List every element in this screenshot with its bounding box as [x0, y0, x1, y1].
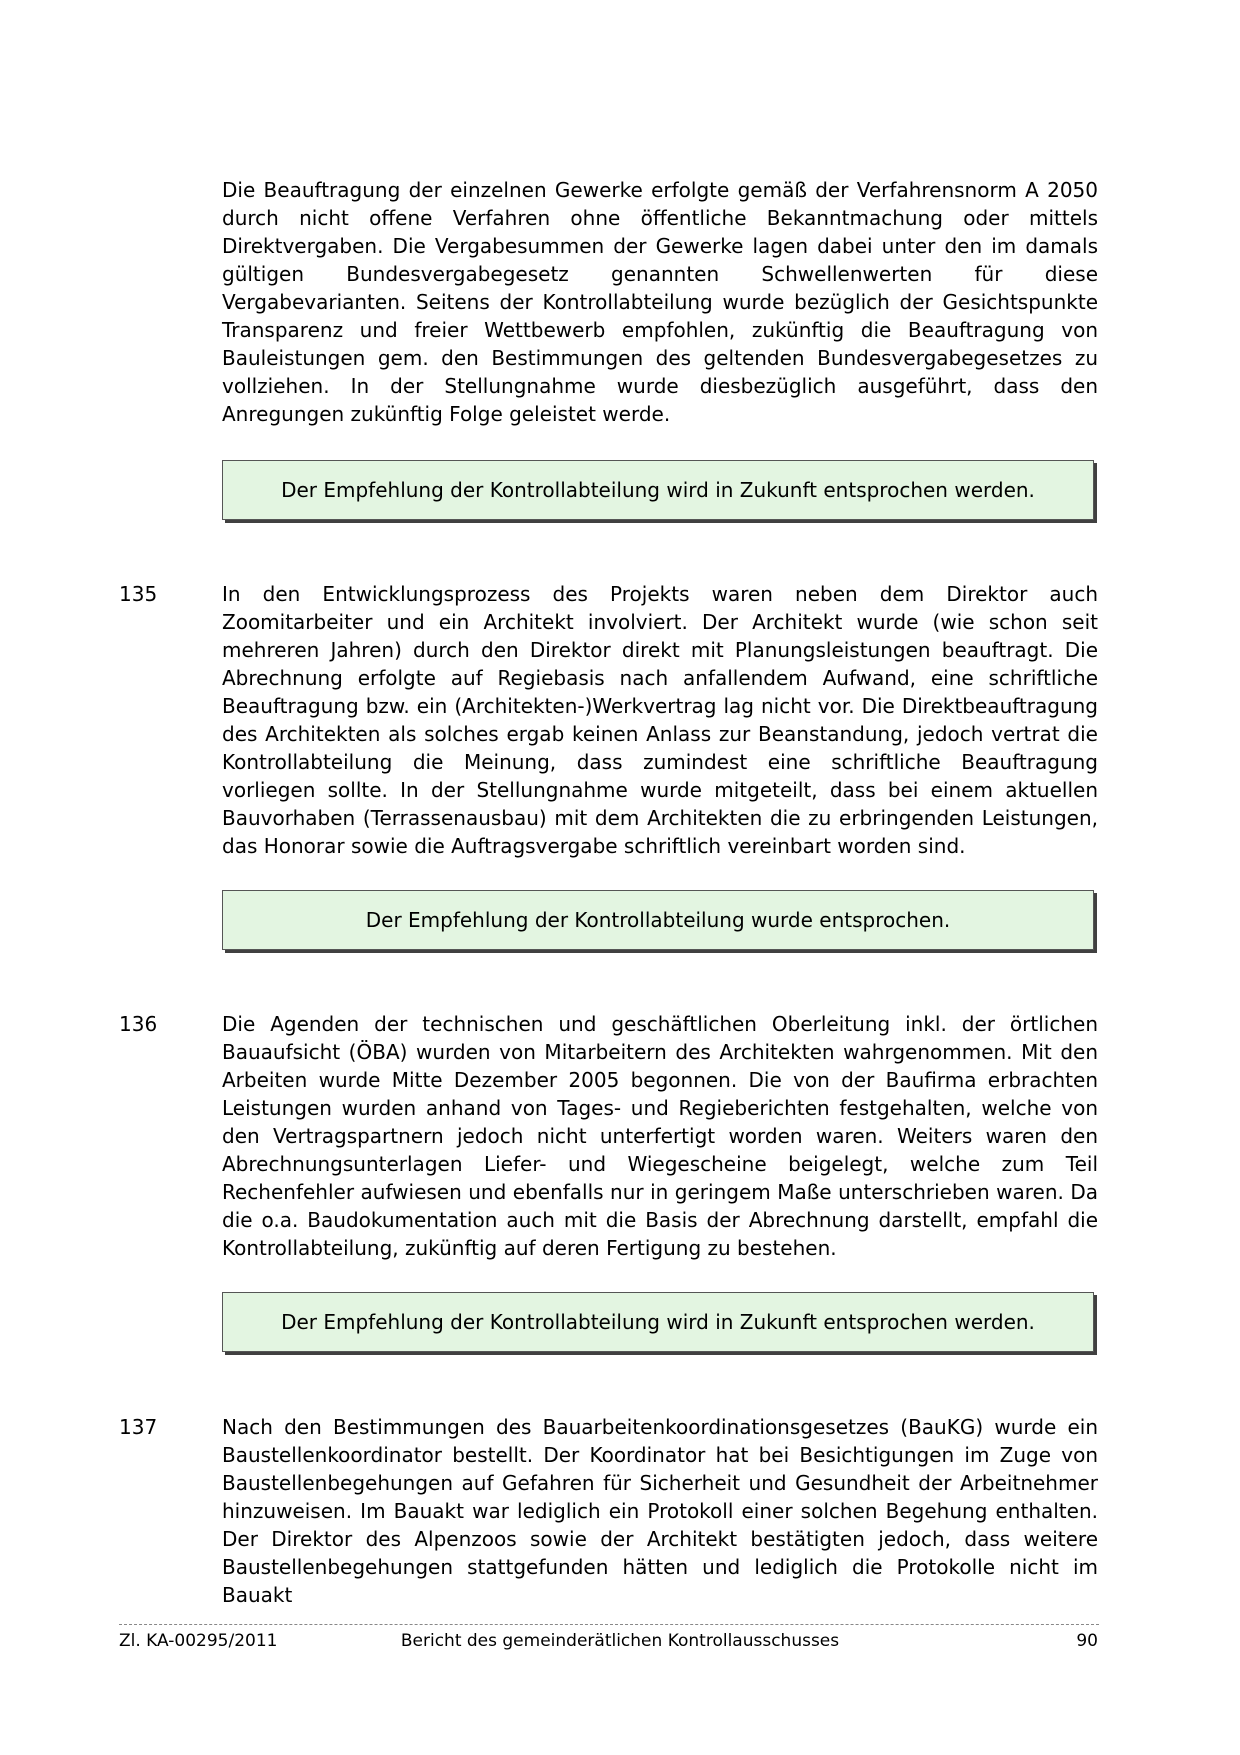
paragraph-number: 135: [119, 582, 158, 606]
page-number: 90: [1076, 1631, 1098, 1651]
paragraph-text: Die Agenden der technischen und geschäftlichen Oberleitung inkl. der örtlichen Bauaufsicht (ÖBA) wurden von Mitarbeitern des Architekten wahrgenommen. Mit den Arbeiten wurde Mitte Dezember 2005 begonnen. Die von der Baufirma erbrachten Leistungen wurden anhand von Tages- und Regieberichten festgehalten, welche von den Vertragspartnern jedoch nicht unterfertigt worden waren. Weiters waren den Abrechnungsunterlagen Liefer- und Wiegescheine beigelegt, welche zum Teil Rechenfehler aufwiesen und ebenfalls nur in geringem Maße unterschrieben waren. Da die o.a. Baudokumentation auch mit die Basis der Abrechnung darstellt, empfahl die Kontrollabteilung, zukünftig auf deren Fertigung zu bestehen.: [222, 1012, 1098, 1260]
footer-divider: [119, 1624, 1099, 1625]
footer-reference: Zl. KA-00295/2011: [119, 1631, 278, 1651]
recommendation-text: Der Empfehlung der Kontrollabteilung wird in Zukunft entsprochen werden.: [281, 478, 1035, 502]
paragraph-number: 136: [119, 1012, 158, 1036]
recommendation-text: Der Empfehlung der Kontrollabteilung wird in Zukunft entsprochen werden.: [281, 1310, 1035, 1334]
recommendation-box: [222, 890, 1094, 950]
footer-title: Bericht des gemeinderätlichen Kontrollausschusses: [400, 1631, 840, 1651]
paragraph-text: Die Beauftragung der einzelnen Gewerke erfolgte gemäß der Verfahrensnorm A 2050 durch nicht offene Verfahren ohne öffentliche Bekanntmachung oder mittels Direktvergaben. Die Vergabesummen der Gewerke lagen dabei unter den im damals gültigen Bundesvergabegesetz genannten Schwellenwerten für diese Vergabevarianten. Seitens der Kontrollabteilung wurde bezüglich der Gesichtspunkte Transparenz und freier Wettbewerb empfohlen, zukünftig die Beauftragung von Bauleistungen gem. den Bestimmungen des geltenden Bundesvergabegesetzes zu vollziehen. In der Stellungnahme wurde diesbezüglich ausgeführt, dass den Anregungen zukünftig Folge geleistet werde.: [222, 178, 1098, 426]
recommendation-text: Der Empfehlung der Kontrollabteilung wurde entsprochen.: [365, 908, 951, 932]
paragraph-text: In den Entwicklungsprozess des Projekts waren neben dem Direktor auch Zoomitarbeiter und ein Architekt involviert. Der Architekt wurde (wie schon seit mehreren Jahren) durch den Direktor direkt mit Planungsleistungen beauftragt. Die Abrechnung erfolgte auf Regiebasis nach anfallendem Aufwand, eine schriftliche Beauftragung bzw. ein (Architekten-)Werkvertrag lag nicht vor. Die Direktbeauftragung des Architekten als solches ergab keinen Anlass zur Beanstandung, jedoch vertrat die Kontrollabteilung die Meinung, dass zumindest eine schriftliche Beauftragung vorliegen sollte. In der Stellungnahme wurde mitgeteilt, dass bei einem aktuellen Bauvorhaben (Terrassenausbau) mit dem Architekten die zu erbringenden Leistungen, das Honorar sowie die Auftragsvergabe schriftlich vereinbart worden sind.: [222, 582, 1098, 858]
recommendation-box: [222, 460, 1094, 520]
recommendation-box: [222, 1292, 1094, 1352]
paragraph-text: Nach den Bestimmungen des Bauarbeitenkoordinationsgesetzes (BauKG) wurde ein Baustellenkoordinator bestellt. Der Koordinator hat bei Besichtigungen im Zuge von Baustellenbegehungen auf Gefahren für Sicherheit und Gesundheit der Arbeitnehmer hinzuweisen. Im Bauakt war lediglich ein Protokoll einer solchen Begehung enthalten. Der Direktor des Alpenzoos sowie der Architekt bestätigten jedoch, dass weitere Baustellenbegehungen stattgefunden hätten und lediglich die Protokolle nicht im Bauakt: [222, 1415, 1098, 1607]
paragraph-number: 137: [119, 1415, 158, 1439]
